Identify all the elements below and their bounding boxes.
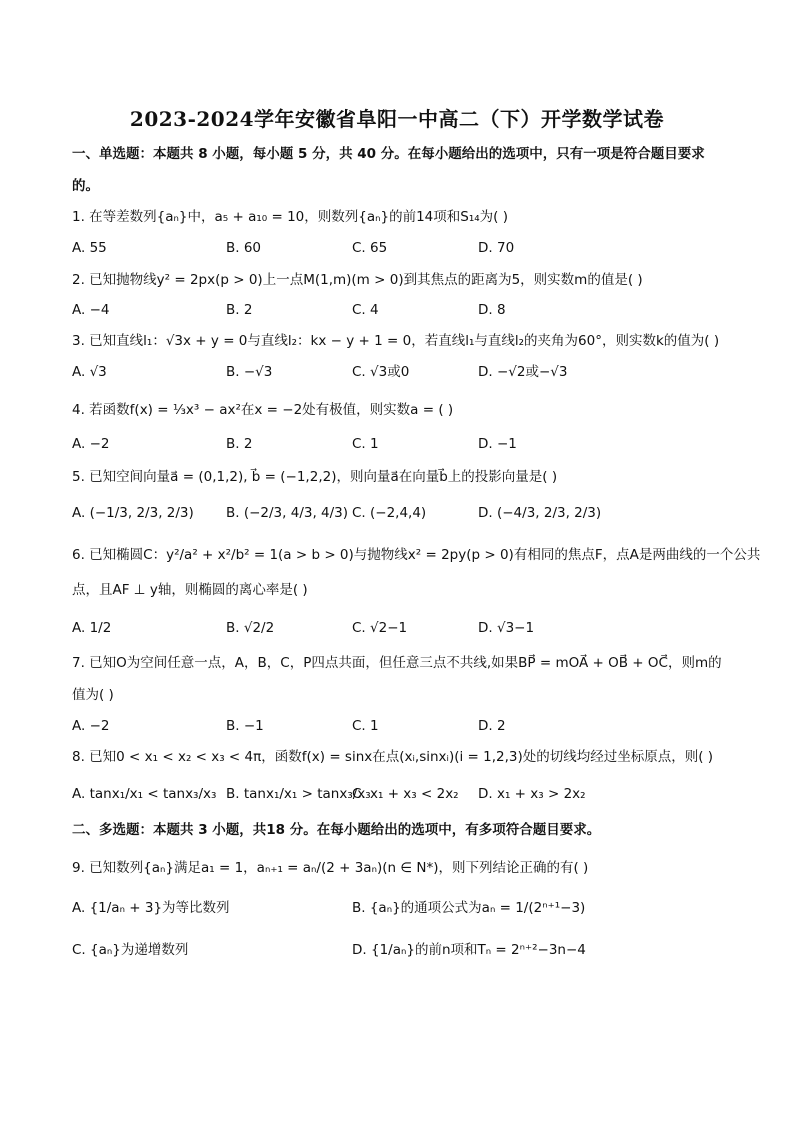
question-2-option-c: C. 4 [352,302,379,318]
question-3-stem: 3. 已知直线l₁：√3x + y = 0与直线l₂：kx − y + 1 = 0，若直线l₁与直线l₂的夹角为60°，则实数k的值为( ) [72,333,720,349]
question-3-option-d: D. −√2或−√3 [478,364,568,380]
section-1-heading-line-2: 的。 [72,178,99,194]
question-8-stem: 8. 已知0 < x₁ < x₂ < x₃ < 4π，函数f(x) = sinx在点(xᵢ,sinxᵢ)(i = 1,2,3)处的切线均经过坐标原点，则( ) [72,749,714,765]
question-9-stem: 9. 已知数列{aₙ}满足a₁ = 1，aₙ₊₁ = aₙ/(2 + 3aₙ)(n ∈ N*)，则下列结论正确的有( ) [72,860,589,876]
question-1-option-c: C. 65 [352,240,388,256]
question-9-option-a: A. {1/aₙ + 3}为等比数列 [72,900,230,916]
question-7-stem-line-1: 7. 已知O为空间任意一点，A，B，C，P四点共面，但任意三点不共线,如果BP⃗ = mOA⃗ + OB⃗ + OC⃗，则m的 [72,655,722,671]
question-7-option-b: B. −1 [226,718,264,734]
question-1-option-a: A. 55 [72,240,107,256]
question-6-stem-line-2: 点，且AF ⊥ y轴，则椭圆的离心率是( ) [72,582,308,598]
question-1-option-b: B. 60 [226,240,262,256]
question-8-option-c: C. x₁ + x₃ < 2x₂ [352,786,459,802]
question-8-option-a: A. tanx₁/x₁ < tanx₃/x₃ [72,786,217,802]
question-2-option-b: B. 2 [226,302,253,318]
question-1-option-d: D. 70 [478,240,515,256]
section-2-heading: 二、多选题：本题共 3 小题，共18 分。在每小题给出的选项中，有多项符合题目要求。 [72,822,601,838]
question-6-option-b: B. √2/2 [226,620,275,636]
question-6-stem-line-1: 6. 已知椭圆C：y²/a² + x²/b² = 1(a > b > 0)与抛物线x² = 2py(p > 0)有相同的焦点F，点A是两曲线的一个公共 [72,547,761,563]
question-6-option-c: C. √2−1 [352,620,408,636]
question-5-option-c: C. (−2,4,4) [352,505,427,521]
question-2-stem: 2. 已知抛物线y² = 2px(p > 0)上一点M(1,m)(m > 0)到其焦点的距离为5，则实数m的值是( ) [72,272,643,288]
question-8-option-d: D. x₁ + x₃ > 2x₂ [478,786,586,802]
question-3-option-a: A. √3 [72,364,107,380]
question-4-option-b: B. 2 [226,436,253,452]
question-4-stem: 4. 若函数f(x) = ⅓x³ − ax²在x = −2处有极值，则实数a = ( ) [72,402,454,418]
question-5-option-b: B. (−2/3, 4/3, 4/3) [226,505,349,521]
question-2-option-d: D. 8 [478,302,506,318]
question-3-option-c: C. √3或0 [352,364,410,380]
question-7-option-c: C. 1 [352,718,379,734]
question-4-option-a: A. −2 [72,436,110,452]
question-4-option-d: D. −1 [478,436,517,452]
question-9-option-d: D. {1/aₙ}的前n项和Tₙ = 2ⁿ⁺²−3n−4 [352,942,586,958]
question-7-option-a: A. −2 [72,718,110,734]
question-2-option-a: A. −4 [72,302,110,318]
question-3-option-b: B. −√3 [226,364,273,380]
question-4-option-c: C. 1 [352,436,379,452]
question-5-stem: 5. 已知空间向量a⃗ = (0,1,2), b⃗ = (−1,2,2)，则向量a⃗在向量b⃗上的投影向量是( ) [72,469,558,485]
question-6-option-a: A. 1/2 [72,620,112,636]
question-8-option-b: B. tanx₁/x₁ > tanx₃/x₃ [226,786,371,802]
question-1-stem: 1. 在等差数列{aₙ}中，a₅ + a₁₀ = 10，则数列{aₙ}的前14项和S₁₄为( ) [72,209,508,225]
page-title: 2023-2024学年安徽省阜阳一中高二（下）开学数学试卷 [129,107,665,131]
question-6-option-d: D. √3−1 [478,620,535,636]
question-7-option-d: D. 2 [478,718,506,734]
question-5-option-a: A. (−1/3, 2/3, 2/3) [72,505,194,521]
question-5-option-d: D. (−4/3, 2/3, 2/3) [478,505,602,521]
question-7-stem-line-2: 值为( ) [72,687,114,703]
question-9-option-b: B. {aₙ}的通项公式为aₙ = 1/(2ⁿ⁺¹−3) [352,900,586,916]
section-1-heading-line-1: 一、单选题：本题共 8 小题，每小题 5 分，共 40 分。在每小题给出的选项中，只有一项是符合题目要求 [72,146,705,162]
question-9-option-c: C. {aₙ}为递增数列 [72,942,189,958]
